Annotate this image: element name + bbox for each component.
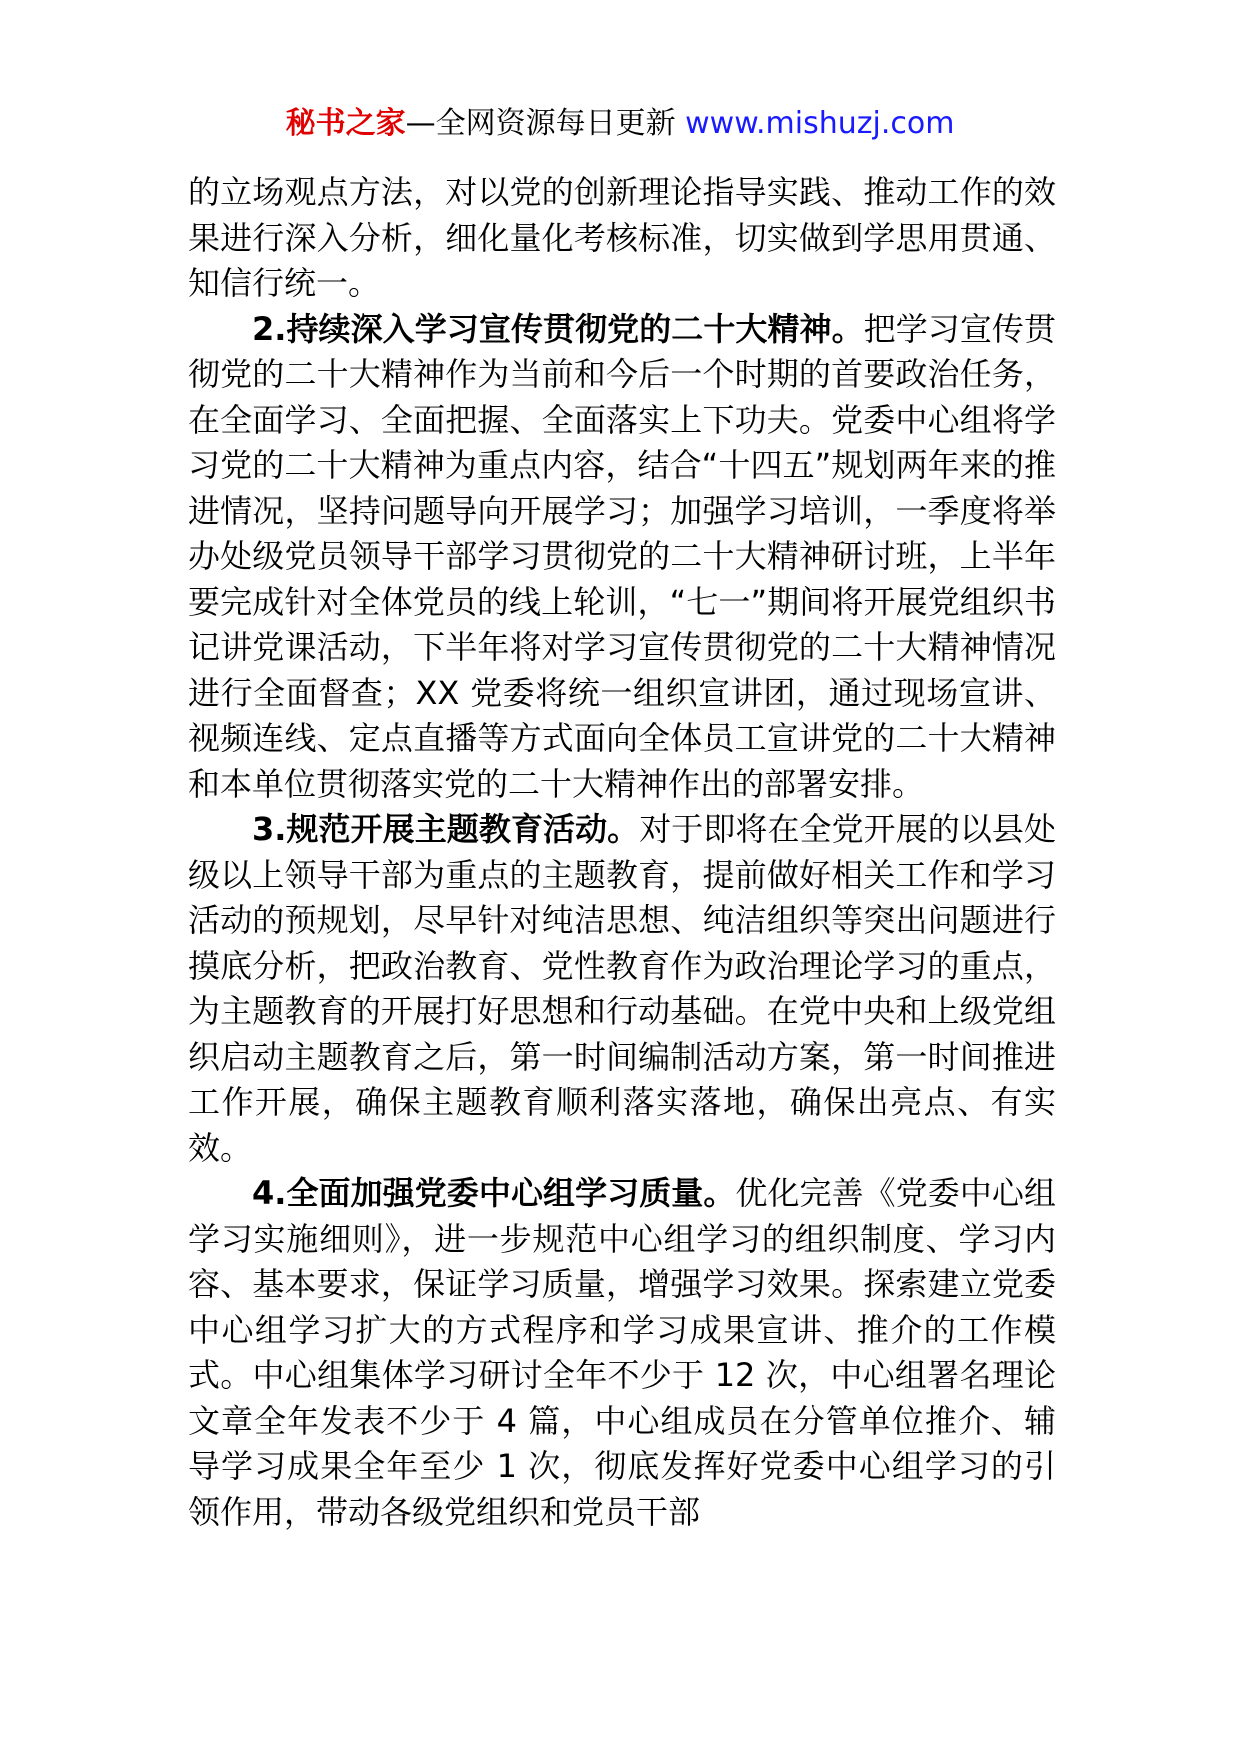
- item-heading: 3.规范开展主题教育活动。: [252, 810, 640, 848]
- continued-paragraph: 的立场观点方法，对以党的创新理论指导实践、推动工作的效果进行深入分析，细化量化考核标准，切实做到学思用贯通、知信行统一。: [188, 173, 1056, 302]
- item-body: 对于即将在全党开展的以县处级以上领导干部为重点的主题教育，提前做好相关工作和学习活动的预规划，尽早针对纯洁思想、纯洁组织等突出问题进行摸底分析，把政治教育、党性教育作为政治理论学习的重点，为主题教育的开展打好思想和行动基础。在党中央和上级党组织启动主题教育之后，第一时间编制活动方案，第一时间推进工作开展，确保主题教育顺利落实落地，确保出亮点、有实效。: [188, 810, 1056, 1167]
- document-body: [188, 170, 1056, 1535]
- item-body: 优化完善《党委中心组学习实施细则》，进一步规范中心组学习的组织制度、学习内容、基本要求，保证学习质量，增强学习效果。探索建立党委中心组学习扩大的方式程序和学习成果宣讲、推介的工作模式。中心组集体学习研讨全年不少于 12 次，中心组署名理论文章全年发表不少于 4 篇，中心组成员在分管单位推介、辅导学习成果全年至少 1 次，彻底发挥好党委中心组学习的引领作用，带动各级党组织和党员干部: [188, 1174, 1056, 1531]
- item-body: 把学习宣传贯彻党的二十大精神作为当前和今后一个时期的首要政治任务，在全面学习、全面把握、全面落实上下功夫。党委中心组将学习党的二十大精神为重点内容，结合“十四五”规划两年来的推进情况，坚持问题导向开展学习；加强学习培训，一季度将举办处级党员领导干部学习贯彻党的二十大精神研讨班，上半年要完成针对全体党员的线上轮训，“七一”期间将开展党组织书记讲党课活动，下半年将对学习宣传贯彻党的二十大精神情况进行全面督查；XX 党委将统一组织宣讲团，通过现场宣讲、视频连线、定点直播等方式面向全体员工宣讲党的二十大精神和本单位贯彻落实党的二十大精神作出的部署安排。: [188, 309, 1056, 803]
- section-item-3: [188, 807, 1056, 1171]
- site-url-link[interactable]: www.mishuzj.com: [685, 106, 955, 141]
- item-heading: 4.全面加强党委中心组学习质量。: [252, 1174, 736, 1212]
- item-heading: 2.持续深入学习宣传贯彻党的二十大精神。: [252, 309, 864, 348]
- site-banner: [0, 104, 1240, 144]
- section-item-2: [188, 307, 1056, 808]
- site-tagline: —全网资源每日更新: [405, 106, 676, 141]
- site-brand-name: 秘书之家: [285, 106, 406, 141]
- section-item-4: [188, 1171, 1056, 1535]
